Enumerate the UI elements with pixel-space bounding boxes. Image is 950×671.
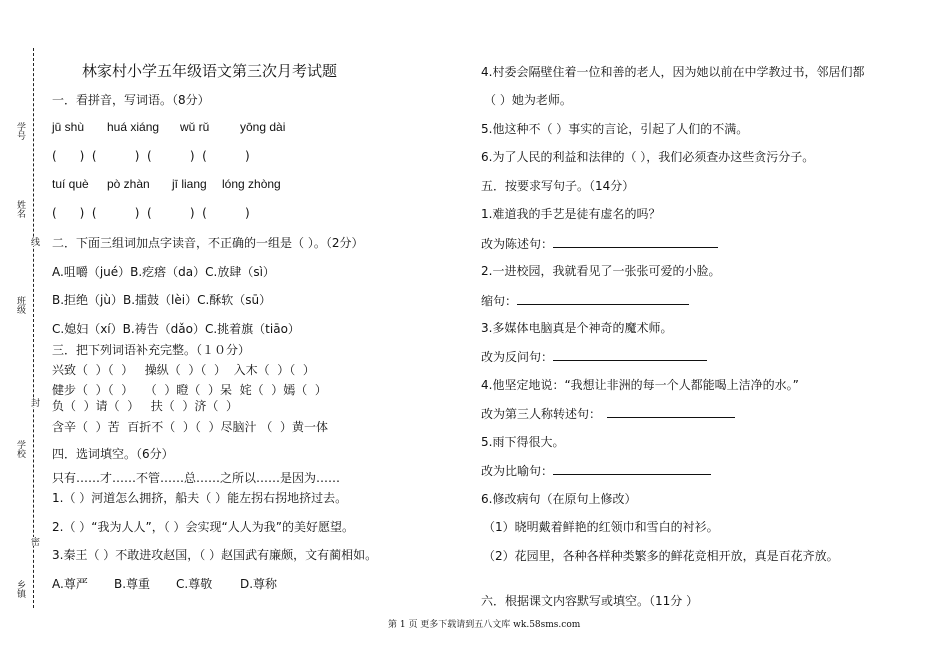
section-6-heading: 六．根据课文内容默写或填空。（11分 ） (481, 594, 699, 608)
question-4-6[interactable]: 6.为了人民的利益和法律的（ ），我们必须查办这些贪污分子。 (481, 150, 815, 164)
exam-title: 林家村小学五年级语文第三次月考试题 (82, 62, 338, 80)
question-4-4-line2[interactable]: （ ）她为老师。 (484, 93, 572, 107)
question-4-2[interactable]: 2.（ ）“我为人人”，（ ）会实现“人人为我”的美好愿望。 (52, 520, 354, 534)
word-option-b: B.尊重 (114, 577, 151, 591)
pinyin-5: tuí què (52, 177, 89, 191)
sentence-3-task-label: 改为反问句： (481, 350, 554, 364)
word-option-a: A.尊严 (52, 577, 88, 591)
pinyin-8: lóng zhòng (222, 177, 281, 191)
binding-dashed-line (33, 48, 34, 608)
sentence-2-task-label: 缩句： (481, 294, 518, 308)
idiom-row-1[interactable]: 兴致（ ）（ ） 操纵（ ）（ ） 入木（ ）（ ） (52, 363, 315, 377)
section-4-heading: 四．选词填空。（6分） (52, 447, 174, 461)
section-5-heading: 五．按要求写句子。（14分） (481, 179, 635, 193)
section-1-heading: 一．看拼音，写词语。（8分） (52, 93, 210, 107)
answer-line-2[interactable] (517, 291, 689, 305)
answer-line-1[interactable] (553, 234, 718, 248)
sentence-5-task (481, 461, 711, 479)
section-2-heading: 二．下面三组词加点字读音，不正确的一组是（ ）。（2分） (52, 236, 364, 250)
sentence-6-1[interactable]: （1）晓明戴着鲜艳的红领巾和雪白的衬衫。 (483, 520, 719, 534)
pinyin-6: pò zhàn (107, 177, 150, 191)
answer-line-4[interactable] (607, 404, 735, 418)
sentence-5-task-label: 改为比喻句： (481, 464, 554, 478)
binding-label-class: 班级 (15, 296, 25, 314)
answer-brackets-2[interactable]: ( ) ( ) ( ) ( ) (52, 206, 250, 220)
question-4-4-line1: 4.村委会隔壁住着一位和善的老人，因为她以前在中学教过书，邻居们都 (481, 65, 865, 79)
sentence-3: 3.多媒体电脑真是个神奇的魔术师。 (481, 321, 673, 335)
sentence-4-task (481, 404, 735, 422)
word-option-c: C.尊敬 (176, 577, 213, 591)
sentence-2-task (481, 291, 689, 309)
binding-label-name: 姓名 (15, 200, 25, 218)
pinyin-2: huá xiáng (107, 120, 160, 134)
question-4-3[interactable]: 3.秦王（ ）不敢进攻赵国，（ ）赵国武有廉颇，文有蔺相如。 (52, 548, 378, 562)
binding-label-township: 乡镇 (15, 580, 25, 598)
question-4-1[interactable]: 1.（ ）河道怎么拥挤，船夫（ ）能左拐右拐地挤过去。 (52, 491, 348, 505)
binding-label-secret: 密 (29, 537, 39, 546)
sentence-1-task (481, 234, 718, 252)
idiom-row-3[interactable]: 负（ ）请（ ） 扶（ ）济（ ） (52, 399, 238, 413)
option-2b: B.拒绝（jù）B.擂鼓（lèi）C.酥软（sū） (52, 293, 272, 307)
binding-label-school: 学校 (15, 440, 25, 458)
sentence-4: 4.他坚定地说：“我想让非洲的每一个人都能喝上洁净的水。” (481, 378, 799, 392)
binding-label-student-id: 学号 (15, 122, 25, 140)
sentence-1-task-label: 改为陈述句： (481, 237, 554, 251)
binding-label-seal: 封 (29, 398, 39, 407)
option-2a: A.咀嚼（jué）B.疙瘩（da）C.放肆（sì） (52, 265, 275, 279)
page-footer: 第 1 页 更多下载请到五八文库 wk.58sms.com (388, 620, 581, 630)
idiom-row-2[interactable]: 健步（ ）（ ） （ ）瞪（ ）呆 姹（ ）嫣（ ） (52, 383, 327, 397)
option-2c: C.媳妇（xí）B.祷告（dǎo）C.挑着旗（tiāo） (52, 322, 300, 336)
sentence-6: 6.修改病句（在原句上修改） (481, 492, 637, 506)
sentence-6-2[interactable]: （2）花园里，各种各样种类繁多的鲜花竞相开放，真是百花齐放。 (483, 549, 839, 563)
pinyin-7: jī liang (172, 177, 207, 191)
sentence-1: 1.难道我的手艺是徒有虚名的吗？ (481, 207, 661, 221)
pinyin-1: jū shù (52, 120, 85, 134)
sentence-2: 2.一进校园，我就看见了一张张可爱的小脸。 (481, 264, 721, 278)
sentence-3-task (481, 347, 707, 365)
word-option-d: D.尊称 (240, 577, 278, 591)
idiom-row-4[interactable]: 含辛（ ）苦 百折不（ ）（ ）尽脑汁 （ ）黄一体 (52, 420, 328, 434)
question-4-5[interactable]: 5.他这种不（ ）事实的言论，引起了人们的不满。 (481, 122, 749, 136)
pinyin-3: wǔ rǔ (180, 120, 210, 134)
sentence-5: 5.雨下得很大。 (481, 435, 565, 449)
answer-line-3[interactable] (553, 347, 707, 361)
sentence-4-task-label: 改为第三人称转述句： (481, 407, 602, 421)
answer-line-5[interactable] (553, 461, 711, 475)
binding-label-line: 线 (29, 237, 39, 246)
pinyin-4: yōng dài (240, 120, 286, 134)
answer-brackets-1[interactable]: ( ) ( ) ( ) ( ) (52, 149, 250, 163)
word-set: 只有……才……不管……总……之所以……是因为…… (52, 471, 341, 485)
section-3-heading: 三．把下列词语补充完整。（１０分） (52, 343, 251, 357)
